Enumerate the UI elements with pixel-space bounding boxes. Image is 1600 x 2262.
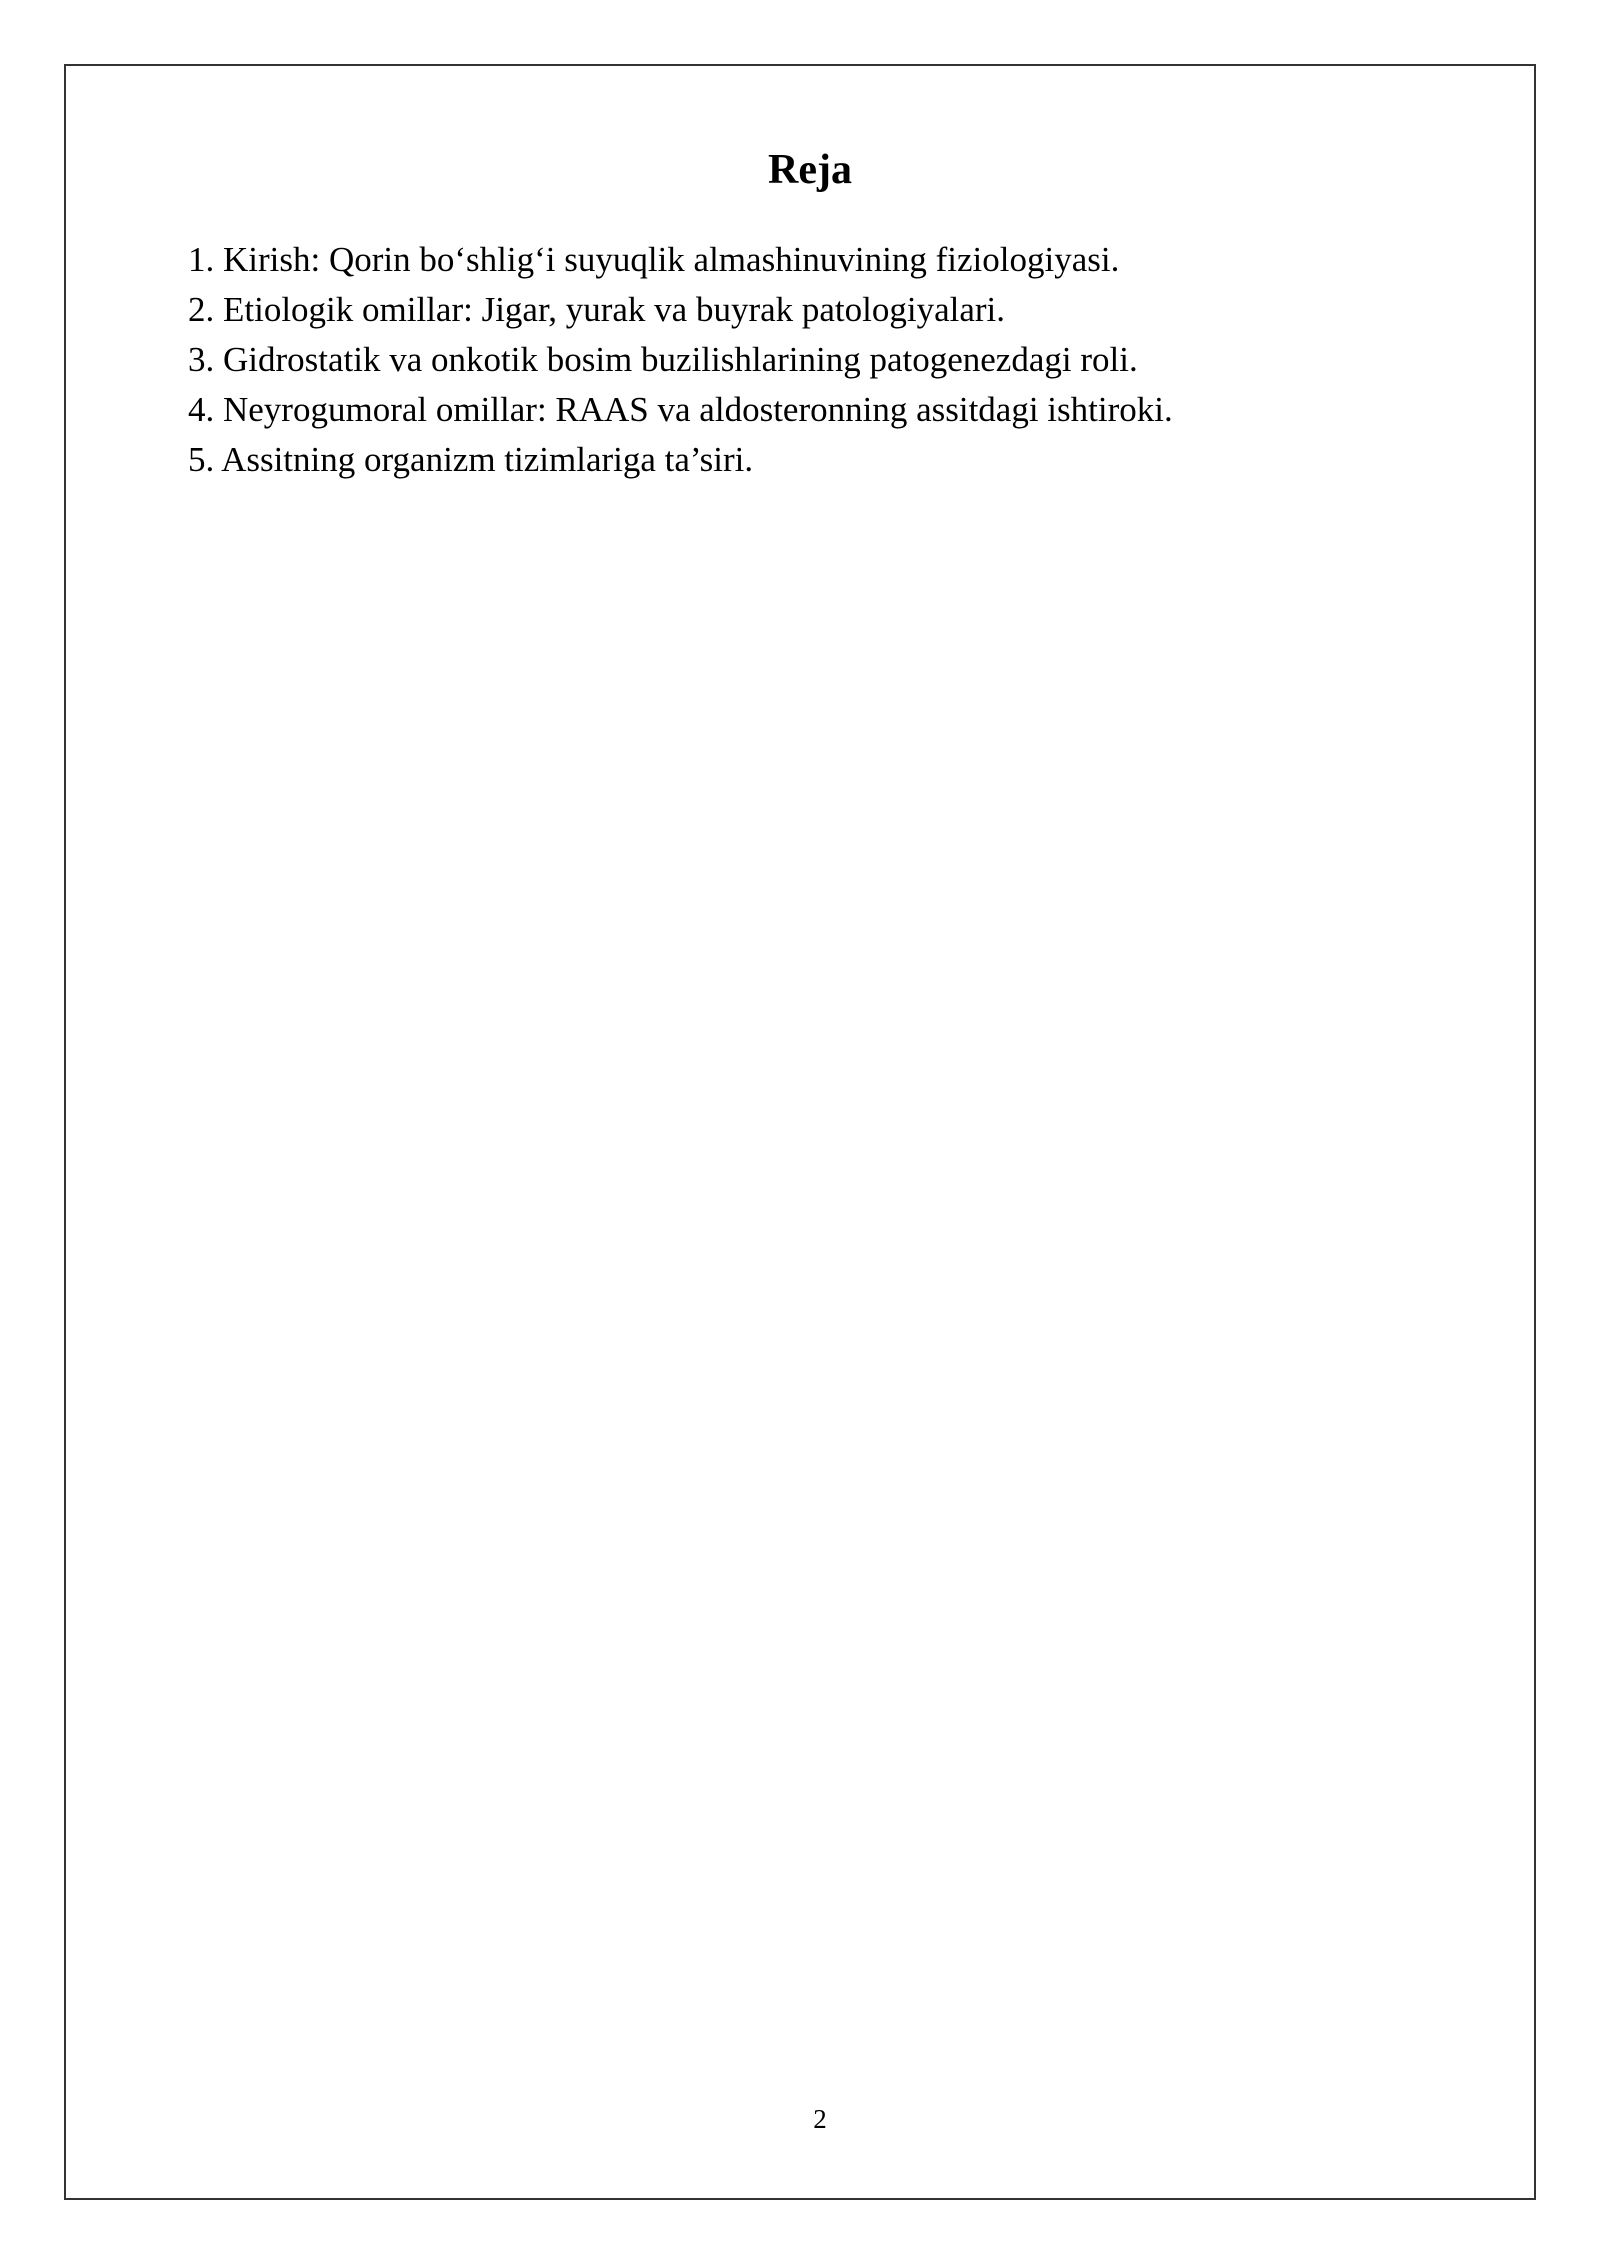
plan-item-3: 3. Gidrostatik va onkotik bosim buzilishlarining patogenezdagi roli.: [188, 340, 1138, 379]
plan-item-4: 4. Neyrogumoral omillar: RAAS va aldosteronning assitdagi ishtiroki.: [188, 390, 1173, 429]
page-number: 2: [813, 2104, 827, 2134]
plan-item-5: 5. Assitning organizm tizimlariga ta’siri.: [188, 440, 754, 479]
plan-item-1: 1. Kirish: Qorin bo‘shlig‘i suyuqlik almashinuvining fiziologiyasi.: [188, 240, 1120, 279]
plan-list: [188, 235, 1173, 485]
page-title: Reja: [768, 147, 852, 193]
plan-item-2: 2. Etiologik omillar: Jigar, yurak va buyrak patologiyalari.: [188, 290, 1006, 329]
